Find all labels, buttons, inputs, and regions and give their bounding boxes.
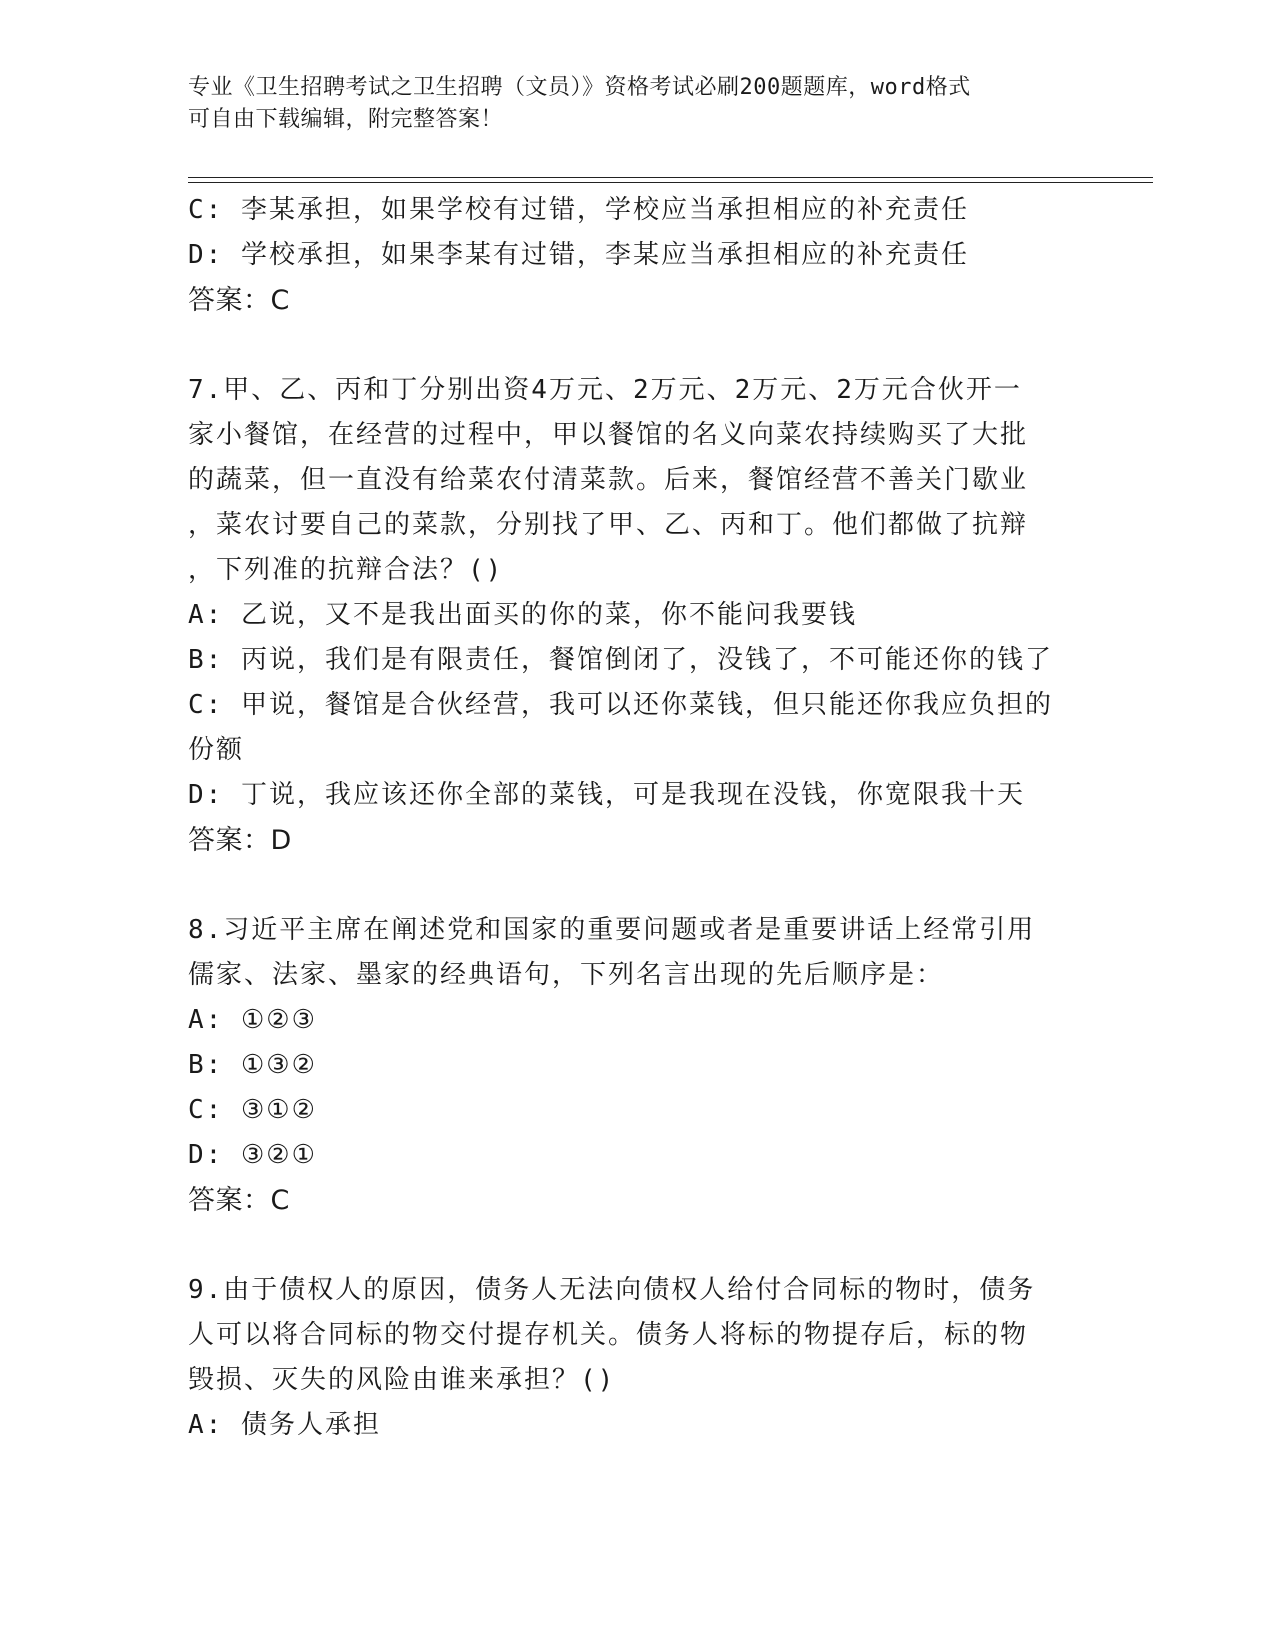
answer-line: 答案：C — [188, 1185, 290, 1216]
option-a: A: 乙说，又不是我出面买的你的菜，你不能问我要钱 — [188, 600, 857, 630]
option-c-continued: 份额 — [188, 735, 245, 765]
question-stem-line: 毁损、灭失的风险由谁来承担？() — [188, 1365, 616, 1395]
question-content — [188, 188, 1088, 1448]
option-a: A: ①②③ — [188, 1005, 317, 1035]
answer-line: 答案：C — [188, 285, 290, 316]
spacer — [188, 1223, 1088, 1268]
spacer — [188, 863, 1088, 908]
header-title-line-1: 专业《卫生招聘考试之卫生招聘（文员）》资格考试必刷200题题库，word格式 — [188, 75, 971, 100]
question-stem-line: 儒家、法家、墨家的经典语句，下列名言出现的先后顺序是： — [188, 960, 945, 990]
answer-line: 答案：D — [188, 825, 292, 856]
question-stem-line: 的蔬菜，但一直没有给菜农付清菜款。后来，餐馆经营不善关门歇业 — [188, 465, 1029, 495]
question-stem-line: ，菜农讨要自己的菜款，分别找了甲、乙、丙和丁。他们都做了抗辩 — [188, 510, 1029, 540]
option-a: A: 债务人承担 — [188, 1410, 381, 1440]
option-b: B: ①③② — [188, 1050, 317, 1080]
question-stem-line: 人可以将合同标的物交付提存机关。债务人将标的物提存后，标的物 — [188, 1320, 1029, 1350]
option-d: D: ③②① — [188, 1140, 317, 1170]
option-c: C: ③①② — [188, 1095, 317, 1125]
question-9 — [188, 1268, 1088, 1448]
option-c: C: 甲说，餐馆是合伙经营，我可以还你菜钱，但只能还你我应负担的 — [188, 690, 1053, 720]
question-stem-line: 8.习近平主席在阐述党和国家的重要问题或者是重要讲话上经常引用 — [188, 915, 1036, 945]
question-8 — [188, 908, 1088, 1223]
option-c: C: 李某承担，如果学校有过错，学校应当承担相应的补充责任 — [188, 195, 969, 225]
question-stem-line: 7.甲、乙、丙和丁分别出资4万元、2万元、2万元、2万元合伙开一 — [188, 375, 1022, 405]
question-stem-line: 家小餐馆，在经营的过程中，甲以餐馆的名义向菜农持续购买了大批 — [188, 420, 1029, 450]
header-divider-top — [188, 177, 1153, 178]
question-7 — [188, 368, 1088, 863]
option-d: D: 丁说，我应该还你全部的菜钱，可是我现在没钱，你宽限我十天 — [188, 780, 1025, 810]
header-title-line-2: 可自由下载编辑，附完整答案！ — [188, 107, 504, 132]
spacer — [188, 323, 1088, 368]
previous-question — [188, 188, 1088, 323]
question-stem-line: 9.由于债权人的原因，债务人无法向债权人给付合同标的物时，债务 — [188, 1275, 1036, 1305]
option-d: D: 学校承担，如果李某有过错，李某应当承担相应的补充责任 — [188, 240, 969, 270]
page-header — [188, 72, 1068, 136]
option-b: B: 丙说，我们是有限责任，餐馆倒闭了，没钱了，不可能还你的钱了 — [188, 645, 1053, 675]
header-divider-bottom — [188, 182, 1153, 183]
question-stem-line: ，下列准的抗辩合法？() — [188, 555, 504, 585]
